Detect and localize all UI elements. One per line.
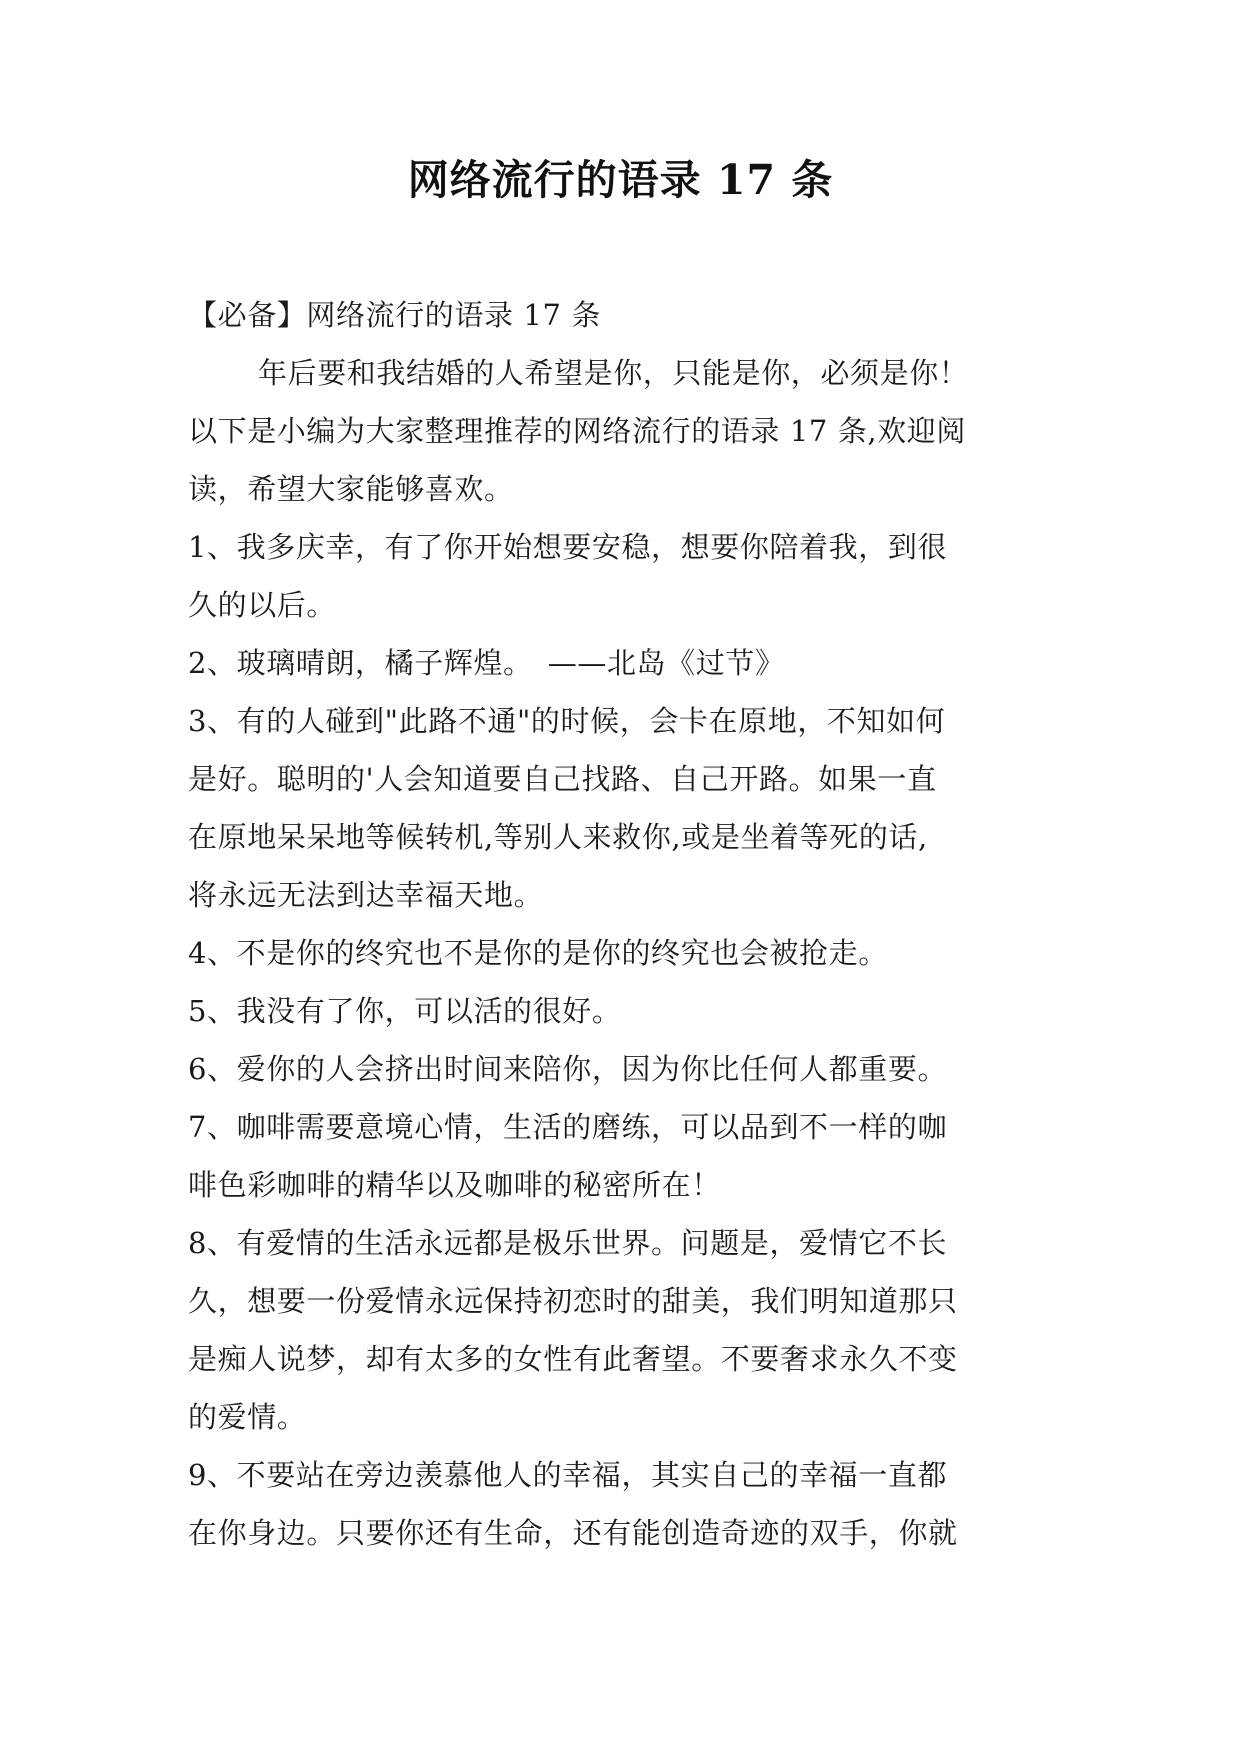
text-line: 读，希望大家能够喜欢。 — [188, 472, 514, 506]
text-line: 在原地呆呆地等候转机,等别人来救你,或是坐着等死的话, — [188, 820, 928, 854]
text-line: 是痴人说梦，却有太多的女性有此奢望。不要奢求永久不变 — [188, 1342, 958, 1376]
text-line: 5、我没有了你，可以活的很好。 — [188, 994, 622, 1028]
text-line: 年后要和我结婚的人希望是你，只能是你，必须是你！ — [258, 356, 969, 390]
text-line: 【必备】网络流行的语录 17 条 — [188, 298, 601, 332]
text-line: 6、爱你的人会挤出时间来陪你，因为你比任何人都重要。 — [188, 1052, 948, 1086]
text-line: 在你身边。只要你还有生命，还有能创造奇迹的双手，你就 — [188, 1516, 958, 1550]
text-line: 8、有爱情的生活永远都是极乐世界。问题是，爱情它不长 — [188, 1226, 948, 1260]
document-body — [188, 286, 1050, 1562]
text-line: 久的以后。 — [188, 588, 337, 622]
text-line: 9、不要站在旁边羡慕他人的幸福，其实自己的幸福一直都 — [188, 1458, 948, 1492]
text-line: 3、有的人碰到"此路不通"的时候，会卡在原地，不知如何 — [188, 704, 946, 738]
text-line: 7、咖啡需要意境心情，生活的磨练，可以品到不一样的咖 — [188, 1110, 948, 1144]
text-line: 是好。聪明的'人会知道要自己找路、自己开路。如果一直 — [188, 762, 937, 796]
text-line: 以下是小编为大家整理推荐的网络流行的语录 17 条,欢迎阅 — [188, 414, 966, 448]
text-line: 久，想要一份爱情永远保持初恋时的甜美，我们明知道那只 — [188, 1284, 958, 1318]
text-line: 2、玻璃晴朗，橘子辉煌。 ——北岛《过节》 — [188, 646, 785, 680]
text-line: 4、不是你的终究也不是你的是你的终究也会被抢走。 — [188, 936, 888, 970]
text-line: 的爱情。 — [188, 1400, 307, 1434]
text-line: 1、我多庆幸，有了你开始想要安稳，想要你陪着我，到很 — [188, 530, 948, 564]
text-line: 啡色彩咖啡的精华以及咖啡的秘密所在！ — [188, 1168, 721, 1202]
text-line: 将永远无法到达幸福天地。 — [188, 878, 544, 912]
document-title: 网络流行的语录 17 条 — [407, 156, 834, 204]
